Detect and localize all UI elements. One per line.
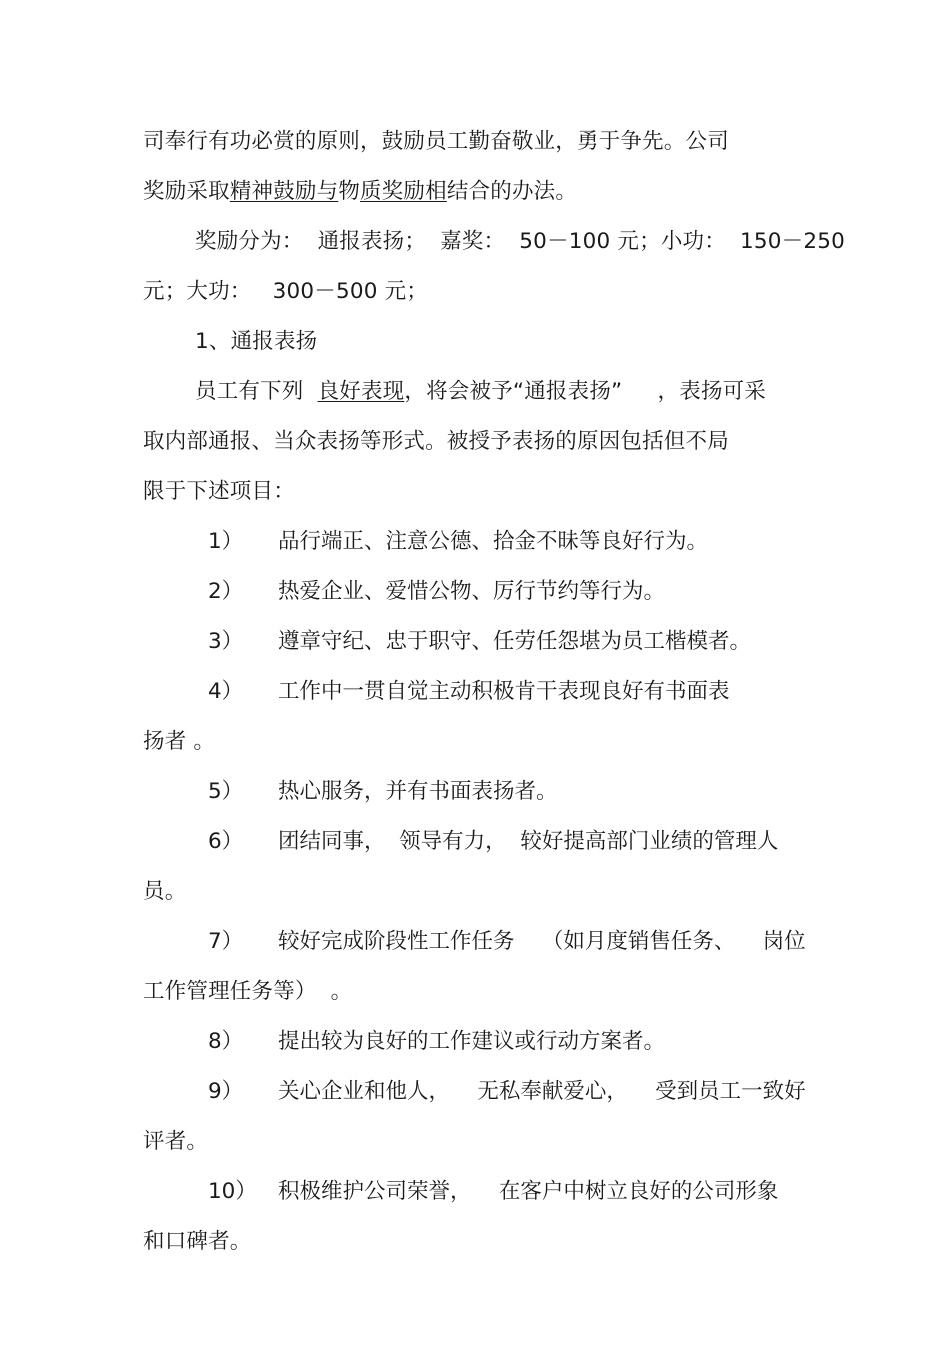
section-heading: 1、通报表扬 <box>195 329 318 354</box>
list-item-text: 团结同事， 领导有力， 较好提高部门业绩的管理人 <box>278 829 779 854</box>
list-item-number: 5） <box>208 779 244 804</box>
list-item-number: 6） <box>208 829 244 854</box>
list-item-number: 10） <box>208 1179 257 1204</box>
reward-categories-line-2: 元；大功： 300－500 元； <box>143 279 429 304</box>
underlined-text: 良好表现 <box>317 379 405 404</box>
list-item-number: 4） <box>208 679 244 704</box>
section-paragraph-line-1 <box>195 379 766 405</box>
list-item-text: 热爱企业、爱惜公物、厉行节约等行为。 <box>278 579 666 604</box>
intro-text: 结合的办法。 <box>446 179 578 204</box>
intro-line-1: 司奉行有功必赏的原则，鼓励员工勤奋敬业，勇于争先。公司 <box>143 129 729 154</box>
list-item-text: 关心企业和他人， 无私奉献爱心， 受到员工一致好 <box>278 1079 806 1104</box>
reward-categories-line-1: 奖励分为： 通报表扬； 嘉奖： 50－100 元；小功： 150－250 <box>195 229 845 254</box>
underlined-text: 质奖励相 <box>360 179 447 204</box>
section-paragraph-line-2: 取内部通报、当众表扬等形式。被授予表扬的原因包括但不局 <box>143 429 729 454</box>
list-item-continuation: 扬者 。 <box>143 729 216 754</box>
paragraph-text: 员工有下列 <box>195 379 318 404</box>
section-paragraph-line-3: 限于下述项目： <box>143 479 295 504</box>
intro-text: 奖励采取 <box>143 179 230 204</box>
list-item-continuation: 工作管理任务等） 。 <box>143 979 353 1004</box>
paragraph-text: ，将会被予“通报表扬” ，表扬可采 <box>404 379 767 404</box>
list-item-number: 9） <box>208 1079 244 1104</box>
intro-text: 物 <box>338 179 361 204</box>
list-item-number: 3） <box>208 629 244 654</box>
list-item-text: 品行端正、注意公德、拾金不昧等良好行为。 <box>278 529 709 554</box>
list-item-text: 遵章守纪、忠于职守、任劳任怨堪为员工楷模者。 <box>278 629 752 654</box>
list-item-text: 积极维护公司荣誉， 在客户中树立良好的公司形象 <box>278 1179 779 1204</box>
list-item-number: 2） <box>208 579 244 604</box>
list-item-text: 提出较为良好的工作建议或行动方案者。 <box>278 1029 666 1054</box>
list-item-continuation: 评者。 <box>143 1129 209 1154</box>
list-item-text: 较好完成阶段性工作任务 （如月度销售任务、 岗位 <box>278 929 806 954</box>
list-item-continuation: 和口碑者。 <box>143 1229 252 1254</box>
list-item-number: 8） <box>208 1029 244 1054</box>
underlined-text: 精神鼓励与 <box>229 179 339 204</box>
list-item-number: 1） <box>208 529 244 554</box>
list-item-continuation: 员。 <box>143 879 187 904</box>
list-item-number: 7） <box>208 929 244 954</box>
intro-line-2 <box>143 179 577 205</box>
list-item-text: 工作中一贯自觉主动积极肯干表现良好有书面表 <box>278 679 730 704</box>
list-item-text: 热心服务，并有书面表扬者。 <box>278 779 558 804</box>
